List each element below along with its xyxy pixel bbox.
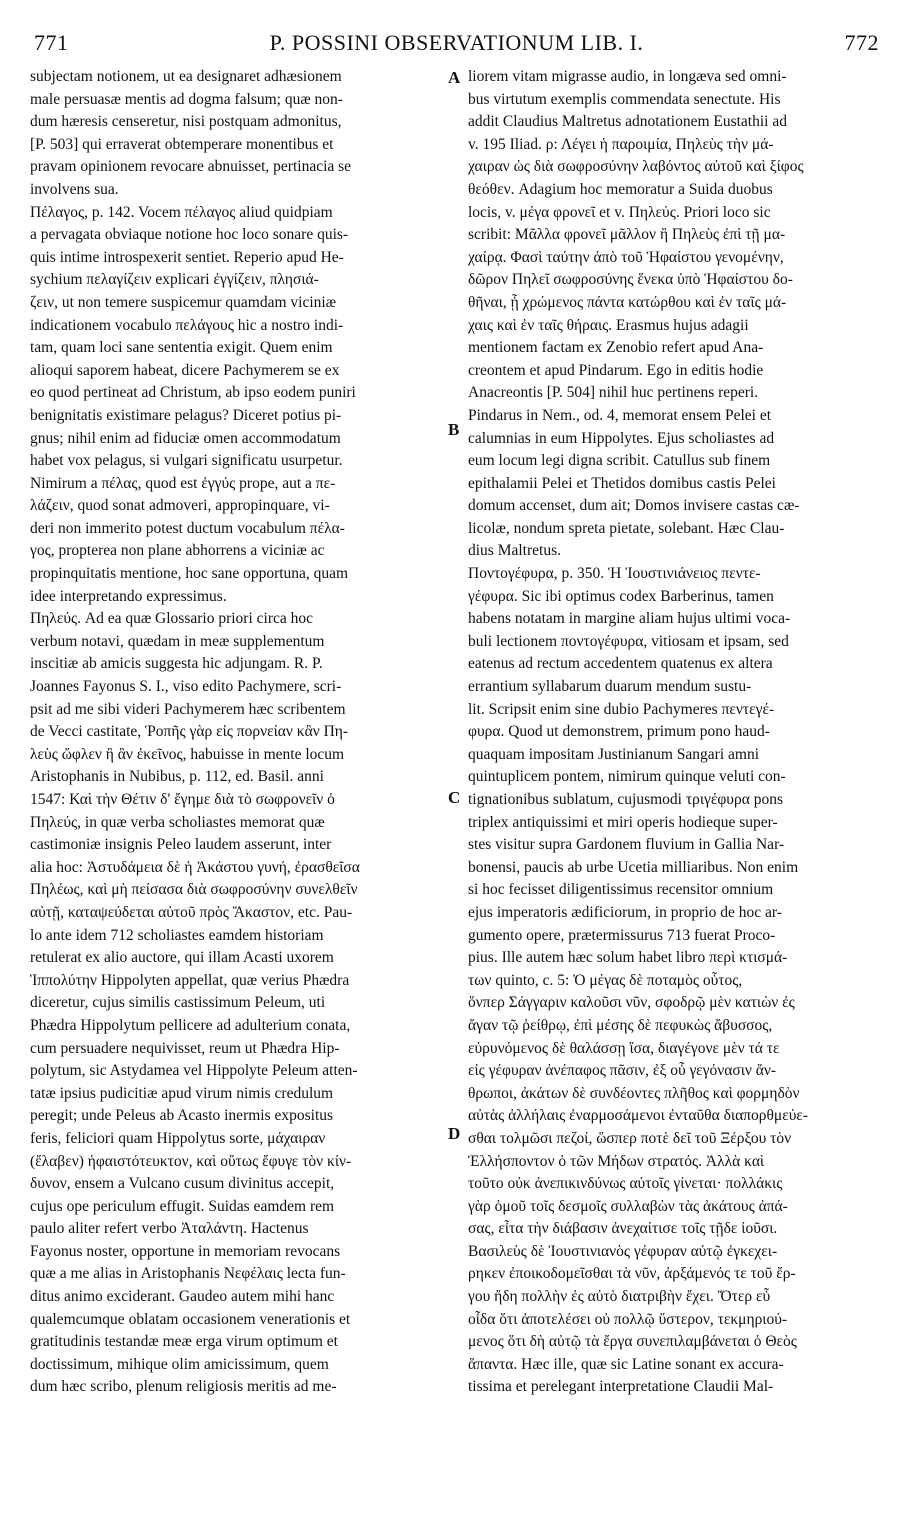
text-line: habet vox pelagus, si vulgari significatu usurpetur. bbox=[30, 452, 343, 470]
text-line: locis, v. μέγα φρονεῖ et v. Πηλεύς. Priori loco sic bbox=[468, 203, 771, 221]
text-line: habens notatam in margine aliam hujus ultimi voca- bbox=[468, 610, 791, 628]
text-line: ὅνπερ Σάγγαριν καλοῦσι νῦν, σφοδρῷ μὲν κατιὼν ἐς bbox=[468, 994, 795, 1012]
text-line: inscitiæ ab amicis suggesta hic adjungam. R. P. bbox=[30, 655, 323, 673]
text-line: λεὺς ὤφλεν ἢ ἂν ἐκεῖνος, habuisse in mente locum bbox=[30, 745, 345, 763]
text-line: quæ a me alias in Aristophanis Νεφέλαις lecta fun- bbox=[30, 1265, 346, 1283]
right-column bbox=[468, 66, 880, 1528]
running-title: P. POSSINI OBSERVATIONUM LIB. I. bbox=[269, 30, 644, 55]
text-line: alioqui saporem habeat, dicere Pachymerem se ex bbox=[30, 361, 340, 379]
text-line: epithalamii Pelei et Thetidos domibus castis Pelei bbox=[468, 474, 776, 492]
text-line: γέφυρα. Sic ibi optimus codex Barberinus, tamen bbox=[468, 587, 774, 605]
text-line: psit ad me sibi videri Pachymerem hæc scribentem bbox=[30, 700, 346, 718]
text-line: Πέλαγος, p. 142. Vocem πέλαγος aliud quidpiam bbox=[30, 203, 333, 221]
text-line: φυρα. Quod ut demonstrem, primum pono haud- bbox=[468, 723, 770, 741]
page-number-right: 772 bbox=[844, 30, 879, 55]
text-line: θρωποι, ἀκάτων δὲ συνδέοντες πλῆθος καὶ φορμηδὸν bbox=[468, 1084, 800, 1102]
text-line: σθαι τολμῶσι πεζοί, ὥσπερ ποτὲ δεῖ τοῦ Ξέρξου τὸν bbox=[468, 1129, 792, 1147]
text-line: γὰρ ὁμοῦ τοῖς δεσμοῖς συλλαβὼν τὰς ἀκάτους ἀπά- bbox=[468, 1197, 788, 1215]
text-line: οἶδα ὅτι ἀποτελέσει οὐ πολλῷ ὕστερον, τεκμηριού- bbox=[468, 1310, 788, 1328]
text-line: bus virtutum exemplis commendata senectute. His bbox=[468, 90, 781, 108]
text-line: subjectam notionem, ut ea designaret adhæsionem bbox=[30, 68, 342, 85]
text-line: ejus imperatoris ædificiorum, in proprio de hoc ar- bbox=[468, 903, 782, 921]
text-line: Πηλεύς, in quæ verba scholiastes memorat quæ bbox=[30, 813, 325, 831]
page-header bbox=[34, 30, 879, 66]
text-line: gratitudinis testandæ meæ erga virum optimum et bbox=[30, 1333, 338, 1351]
text-line: θεόθεν. Adagium hoc memoratur a Suida duobus bbox=[468, 180, 773, 198]
text-line: polytum, sic Astydamea vel Hippolyte Peleum atten- bbox=[30, 1062, 358, 1080]
text-line: αὐτῇ, καταψεύδεται αὐτοῦ πρὸς Ἄκαστον, etc. Pau- bbox=[30, 903, 353, 921]
text-line: eum locum legi digna scribit. Catullus sub finem bbox=[468, 452, 771, 470]
text-line: sychium πελαγίζειν explicari ἐγγίζειν, πλησιά- bbox=[30, 271, 319, 289]
text-line: de Vecci castitate, Ῥοπῆς γὰρ εἰς πορνείαν κἂν Πη- bbox=[30, 723, 349, 741]
text-line: Ἑλλήσποντον ὁ τῶν Μήδων στρατός. Ἀλλὰ καὶ bbox=[468, 1152, 765, 1170]
text-line: domum accenset, dum ait; Domos invisere castas cæ- bbox=[468, 497, 800, 515]
text-line: involvens sua. bbox=[30, 180, 119, 198]
text-line: dius Maltretus. bbox=[468, 542, 561, 560]
text-line: addit Claudius Maltretus adnotationem Eustathii ad bbox=[468, 113, 787, 131]
text-line: Nimirum a πέλας, quod est ἐγγύς prope, aut a πε- bbox=[30, 474, 336, 492]
text-line: ζειν, ut non temere suspicemur quamdam viciniæ bbox=[30, 293, 337, 311]
text-line: paulo aliter refert verbo Ἀταλάντη. Hactenus bbox=[30, 1220, 309, 1238]
text-line: Pindarus in Nem., od. 4, memorat ensem Pelei et bbox=[468, 406, 772, 424]
text-line: retulerat ex alio auctore, qui illam Acasti uxorem bbox=[30, 949, 334, 967]
text-line: scribit: Μᾶλλα φρονεῖ μᾶλλον ἢ Πηλεὺς ἐπὶ τῇ μα- bbox=[468, 226, 786, 244]
text-line: quaquam impositam Justinianum Sangari amni bbox=[468, 745, 760, 763]
text-line: quintuplicem pontem, nimirum quinque veluti con- bbox=[468, 768, 786, 786]
text-line: stes visitur supra Gardonem fluvium in Gallia Nar- bbox=[468, 836, 785, 854]
text-line: diceretur, cujus similis castissimum Peleum, uti bbox=[30, 994, 326, 1012]
text-line: triplex antiquissimi et miri operis hodieque super- bbox=[468, 813, 778, 831]
text-line: alia hoc: Ἀστυδάμεια δὲ ἡ Ἀκάστου γυνή, ἐρασθεῖσα bbox=[30, 858, 360, 876]
text-line: eo quod pertineat ad Christum, ab ipso eodem puniri bbox=[30, 384, 356, 402]
text-line: σας, εἶτα τὴν διάβασιν ἀνεχαίτισε τοῖς τῇδε ἰοῦσι. bbox=[468, 1220, 778, 1238]
text-line: v. 195 Iliad. ρ: Λέγει ἡ παροιμία, Πηλεὺς τὴν μά- bbox=[468, 135, 774, 153]
left-column bbox=[30, 66, 446, 1528]
text-line: Joannes Fayonus S. I., viso edito Pachymere, scri- bbox=[30, 678, 342, 696]
text-line: feris, feliciori quam Hippolytus sorte, μάχαιραν bbox=[30, 1129, 326, 1147]
text-line: λάζειν, quod sonat admoveri, appropinquare, vi- bbox=[30, 497, 330, 515]
text-line: gumento opere, prætermissurus 713 fuerat Proco- bbox=[468, 926, 776, 944]
text-line: τοῦτο οὐκ ἀνεπικινδύνως αὐτοῖς γίνεται· πολλάκις bbox=[468, 1175, 783, 1193]
text-line: creontem et apud Pindarum. Ego in editis hodie bbox=[468, 361, 764, 379]
section-marker-b: B bbox=[448, 420, 460, 439]
text-line: qualemcumque oblatam occasionem venerationis et bbox=[30, 1310, 351, 1328]
text-line: Ἱππολύτην Hippolyten appellat, quæ verius Phædra bbox=[30, 971, 350, 989]
text-line: εἰς γέφυραν ἀνέπαφος πᾶσιν, ἐξ οὗ γεγόνασιν ἄν- bbox=[468, 1062, 777, 1080]
text-line: Πηλέως, καὶ μὴ πείσασα διὰ σωφροσύνην συνελθεῖν bbox=[30, 881, 358, 899]
text-line: cum persuadere nequivisset, reum ut Phædra Hip- bbox=[30, 1039, 340, 1057]
text-line: μενος ὅτι δὴ αὐτῷ τὰ ἔργα συνεπιλαμβάνεται ὁ Θεὸς bbox=[468, 1333, 797, 1351]
text-line: doctissimum, mihique olim amicissimum, quem bbox=[30, 1355, 329, 1373]
text-line: ditus animo exciderant. Gaudeo autem mihi hanc bbox=[30, 1288, 335, 1306]
section-marker-c: C bbox=[448, 788, 461, 807]
text-line: pius. Ille autem hæc solum habet libro περὶ κτισμά- bbox=[468, 949, 788, 967]
text-line: δυνον, ensem a Vulcano cusum divinitus accepit, bbox=[30, 1175, 335, 1193]
page-number-left: 771 bbox=[34, 30, 69, 55]
text-line: indicationem vocabulo πελάγους hic a nostro indi- bbox=[30, 316, 344, 334]
text-line: cujus ope periculum effugit. Suidas eamdem rem bbox=[30, 1197, 335, 1215]
text-line: Aristophanis in Nubibus, p. 112, ed. Basil. anni bbox=[30, 768, 324, 786]
text-line: bonensi, paucis ab urbe Ucetia milliaribus. Non enim bbox=[468, 858, 799, 876]
text-line: χαις καὶ ἐν ταῖς θήραις. Erasmus hujus adagii bbox=[468, 316, 749, 334]
text-line: Ποντογέφυρα, p. 350. Ἡ Ἰουστινιάνειος πεντε- bbox=[468, 565, 761, 583]
text-line: verbum notavi, quædam in meæ supplementum bbox=[30, 632, 325, 650]
text-line: tignationibus sublatum, cujusmodi τριγέφυρα pons bbox=[468, 791, 783, 808]
text-line: si hoc fecisset diligentissimus recensitor omnium bbox=[468, 881, 774, 899]
text-line: Phædra Hippolytum pellicere ad adulterium conata, bbox=[30, 1016, 351, 1034]
text-line: θῆναι, ᾗ χρώμενος πάντα κατώρθου καὶ ἐν ταῖς μά- bbox=[468, 293, 787, 311]
text-line: a pervagata obviaque notione hoc loco sonare quis- bbox=[30, 226, 349, 244]
text-line: licolæ, nondum spreta pietate, solebant. Hæc Clau- bbox=[468, 519, 785, 537]
section-marker-d: D bbox=[448, 1124, 461, 1143]
text-line: χαιραν ὡς διὰ σωφροσύνην λαβόντος αὐτοῦ καὶ ξίφος bbox=[468, 158, 804, 176]
text-line: calumnias in eum Hippolytes. Ejus scholiastes ad bbox=[468, 429, 775, 447]
text-line: errantium syllabarum duarum mendum sustu- bbox=[468, 678, 752, 696]
text-line: χαίρᾳ. Φασὶ ταύτην ἀπὸ τοῦ Ἡφαίστου γενομένην, bbox=[468, 248, 784, 266]
text-line: δῶρον Πηλεῖ σωφροσύνης ἕνεκα ὑπὸ Ἡφαίστου δο- bbox=[468, 271, 793, 289]
text-line: benignitatis existimare pelagus? Diceret potius pi- bbox=[30, 406, 342, 424]
text-line: buli lectionem ποντογέφυρα, vitiosam et ipsam, sed bbox=[468, 632, 789, 650]
text-line: ἄγαν τῷ ῥείθρῳ, ἐπὶ μέσης δὲ πεφυκὼς ἄβυσσος, bbox=[468, 1016, 773, 1034]
text-line: pravam opinionem revocare abnuisset, pertinacia se bbox=[30, 158, 352, 176]
text-line: lo ante idem 712 scholiastes eamdem historiam bbox=[30, 926, 324, 944]
text-line: εὐρυνόμενος δὲ θαλάσσῃ ἴσα, διαγέγονε μὲν τά τε bbox=[468, 1039, 780, 1057]
text-line: eatenus ad rectum accedentem quatenus ex altera bbox=[468, 655, 773, 673]
text-line: peregit; unde Peleus ab Acasto inermis expositus bbox=[30, 1107, 334, 1125]
text-line: liorem vitam migrasse audio, in longæva sed omni- bbox=[468, 68, 787, 85]
text-line: των quinto, c. 5: Ὁ μέγας δὲ ποταμὸς οὗτος, bbox=[468, 971, 743, 989]
text-line: tatæ ipsius pudicitiæ apud virum nimis credulum bbox=[30, 1084, 334, 1102]
text-line: γος, propterea non plane abhorrens a viciniæ ac bbox=[30, 542, 325, 560]
text-line: ἅπαντα. Hæc ille, quæ sic Latine sonant ex accura- bbox=[468, 1355, 784, 1373]
section-marker-a: A bbox=[448, 68, 461, 87]
text-line: dum hæresis censeretur, nisi postquam admonitus, bbox=[30, 113, 342, 131]
text-line: [P. 503] qui erraverat obtemperare monentibus et bbox=[30, 135, 334, 153]
text-line: dum hæc scribo, plenum religiosis meritis ad me- bbox=[30, 1378, 337, 1396]
text-line: tissima et perelegant interpretatione Claudii Mal- bbox=[468, 1378, 774, 1396]
text-line: quis intime introspexerit sentiet. Reperio apud He- bbox=[30, 248, 344, 266]
text-line: Anacreontis [P. 504] nihil huc pertinens reperi. bbox=[468, 384, 759, 402]
text-line: γου ἤδη πολλὴν ἐς αὐτὸ διατριβὴν ἔχει. Ὅτερ εὖ bbox=[468, 1288, 771, 1306]
text-line: (ἔλαβεν) ἡφαιστότευκτον, καὶ οὕτως ἔφυγε τὸν κίν- bbox=[30, 1152, 352, 1170]
text-line: gnus; nihil enim ad fiduciæ omen accommodatum bbox=[30, 429, 341, 447]
text-line: male persuasæ mentis ad dogma falsum; quæ non- bbox=[30, 90, 343, 108]
text-line: idee interpretando expressimus. bbox=[30, 587, 227, 605]
text-line: Πηλεύς. Ad ea quæ Glossario priori circa hoc bbox=[30, 610, 314, 628]
text-line: ρηκεν ἐποικοδομεῖσθαι τὰ νῦν, ἀρξάμενός τε τοῦ ἔρ- bbox=[468, 1265, 796, 1283]
text-line: mentionem factam ex Zenobio refert apud Ana- bbox=[468, 339, 764, 357]
text-line: Fayonus noster, opportune in memoriam revocans bbox=[30, 1242, 341, 1260]
text-line: castimoniæ insignis Peleo laudem asserunt, inter bbox=[30, 836, 332, 854]
text-line: αὐτὰς ἀλλήλαις ἐναρμοσάμενοι ἐνταῦθα διαπορθμεύε- bbox=[468, 1107, 809, 1125]
text-line: lit. Scripsit enim sine dubio Pachymeres πεντεγέ- bbox=[468, 700, 775, 718]
text-line: Βασιλεὺς δὲ Ἰουστινιανὸς γέφυραν αὐτῷ ἐγκεχει- bbox=[468, 1242, 778, 1260]
text-line: deri non immerito potest ductum vocabulum πέλα- bbox=[30, 519, 345, 537]
text-line: tam, quam loci sane sententia exigit. Quem enim bbox=[30, 339, 333, 357]
text-line: 1547: Καὶ τὴν Θέτιν δ' ἔγημε διὰ τὸ σωφρονεῖν ὁ bbox=[30, 791, 335, 808]
text-line: propinquitatis mentione, hoc sane opportuna, quam bbox=[30, 565, 349, 583]
